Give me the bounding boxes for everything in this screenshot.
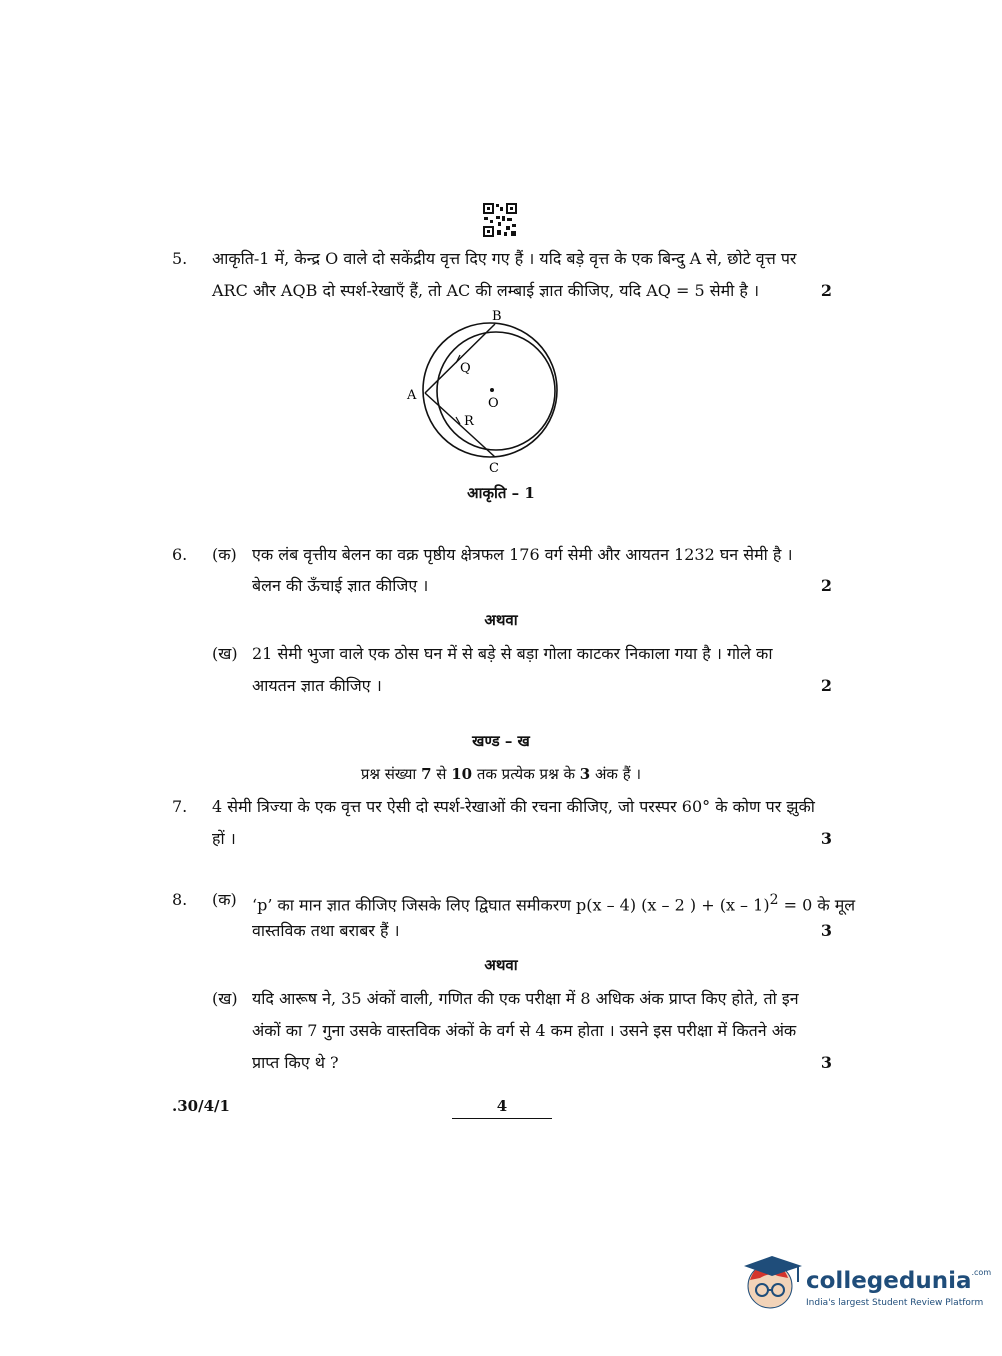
option-label: (ख): [212, 989, 238, 1008]
option-label: (क): [212, 545, 237, 564]
marks: 3: [820, 921, 832, 940]
question-text: अंकों का 7 गुना उसके वास्तविक अंकों के वर्ग से 4 कम होता । उसने इस परीक्षा में कितने अंक: [252, 1021, 797, 1040]
section-title: खण्ड – ख: [472, 732, 530, 750]
qr-code-icon: [482, 202, 518, 238]
question-text: आयतन ज्ञात कीजिए ।: [252, 676, 382, 695]
collegedunia-logo-icon: [742, 1252, 804, 1314]
concentric-circles-figure: [398, 305, 568, 480]
tangent-arc: [425, 393, 495, 457]
question-text: प्राप्त किए थे ?: [252, 1053, 339, 1072]
marks: 2: [820, 281, 832, 300]
question-text: ‘p’ का मान ज्ञात कीजिए जिसके लिए द्विघात समीकरण p(x – 4) (x – 2 ) + (x – 1)$^2$ = 0 के मूल: [252, 892, 856, 915]
question-text: आकृति-1 में, केन्द्र O वाले दो सकेंद्रीय वृत्त दिए गए हैं । यदि बड़े वृत्त के एक बिन्दु A से, छोटे वृत्त पर: [212, 249, 797, 268]
label-c: C: [489, 461, 499, 476]
logo-wordmark: collegedunia$^{.com}$: [806, 1268, 992, 1294]
question-number: 8.: [172, 890, 188, 909]
paper-code: .30/4/1: [172, 1097, 230, 1115]
option-label: (क): [212, 890, 237, 909]
marks: 3: [820, 1053, 832, 1072]
question-number: 6.: [172, 545, 188, 564]
marks: 2: [820, 676, 832, 695]
page-number: 4: [496, 1097, 508, 1115]
label-a: A: [407, 388, 417, 403]
question-text: बेलन की ऊँचाई ज्ञात कीजिए ।: [252, 576, 429, 595]
center-point: [490, 388, 494, 392]
question-text: एक लंब वृत्तीय बेलन का वक्र पृष्ठीय क्षेत्रफल 176 वर्ग सेमी और आयतन 1232 घन सेमी है ।: [252, 545, 793, 564]
label-r: R: [464, 414, 474, 429]
label-q: Q: [460, 361, 471, 376]
figure-caption: आकृति – 1: [467, 484, 535, 502]
page-rule: [452, 1118, 552, 1119]
or-separator: अथवा: [484, 611, 518, 629]
marks: 3: [820, 829, 832, 848]
inner-circle: [437, 332, 555, 450]
label-b: B: [492, 309, 502, 324]
tangent-aqb: [425, 324, 495, 393]
question-text: 21 सेमी भुजा वाले एक ठोस घन में से बड़े से बड़ा गोला काटकर निकाला गया है । गोले का: [252, 644, 773, 663]
question-text: 4 सेमी त्रिज्या के एक वृत्त पर ऐसी दो स्पर्श-रेखाओं की रचना कीजिए, जो परस्पर 60° के कोण पर झुकी: [212, 797, 815, 816]
or-separator: अथवा: [484, 956, 518, 974]
question-number: 5.: [172, 249, 188, 268]
section-note: प्रश्न संख्या 7 से 10 तक प्रत्येक प्रश्न के 3 अंक हैं ।: [360, 765, 642, 783]
label-o: O: [488, 396, 499, 411]
option-label: (ख): [212, 644, 238, 663]
logo-tagline: India's largest Student Review Platform: [806, 1298, 984, 1308]
question-number: 7.: [172, 797, 188, 816]
question-text: हों ।: [212, 829, 236, 848]
question-text: ARC और AQB दो स्पर्श-रेखाएँ हैं, तो AC की लम्बाई ज्ञात कीजिए, यदि AQ = 5 सेमी है ।: [212, 281, 760, 300]
question-text: वास्तविक तथा बराबर हैं ।: [252, 921, 400, 940]
marks: 2: [820, 576, 832, 595]
question-text: यदि आरूष ने, 35 अंकों वाली, गणित की एक परीक्षा में 8 अधिक अंक प्राप्त किए होते, तो इन: [252, 989, 799, 1008]
